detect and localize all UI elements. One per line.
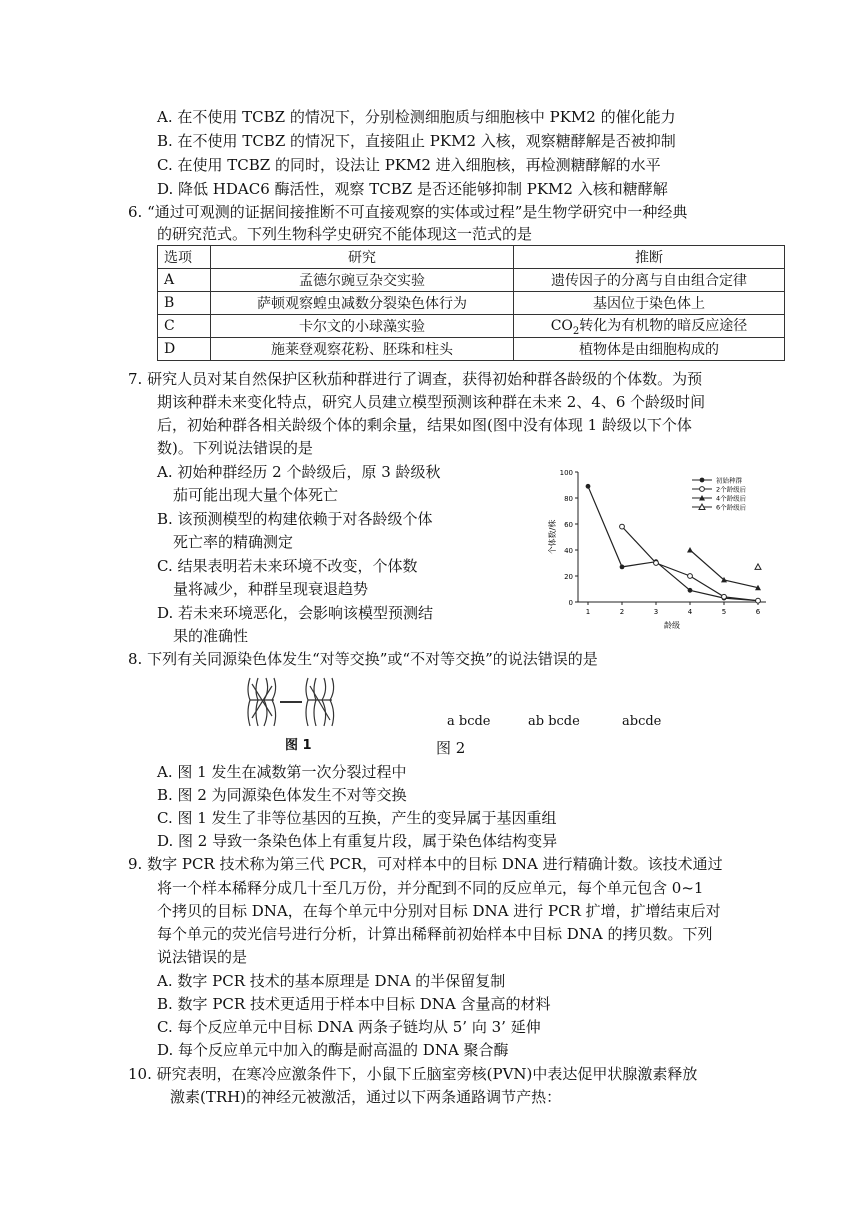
q6-row-d-study: 施莱登观察花粉、胚珠和柱头 <box>211 338 514 361</box>
q10-stem-line1: 10. 研究表明，在寒冷应激条件下，小鼠下丘脑室旁核(PVN)中表达促甲状腺激素释放 <box>128 1065 698 1083</box>
x-tick-label: 1 <box>585 608 591 616</box>
legend-entry: 6个龄级后 <box>716 503 747 512</box>
q6-header-study: 研究 <box>211 246 514 269</box>
y-axis-label: 个体数/株 <box>548 519 557 555</box>
x-tick-label: 2 <box>619 608 625 616</box>
q7-option-a-line2: 茄可能出现大量个体死亡 <box>173 486 339 504</box>
chart-point <box>756 598 761 603</box>
q6-table-header <box>158 246 785 269</box>
q7-option-c-line1: C. 结果表明若未来环境不改变，个体数 <box>157 557 418 575</box>
q8-fig2-label-2: ab bcde <box>528 714 580 729</box>
q6-stem-line2: 的研究范式。下列生物科学史研究不能体现这一范式的是 <box>157 225 533 243</box>
table-row <box>158 292 785 315</box>
q6-row-d-inference: 植物体是由细胞构成的 <box>514 338 785 361</box>
q9-stem-line5: 说法错误的是 <box>157 948 248 966</box>
table-row <box>158 315 785 338</box>
q9-stem-line2: 将一个样本稀释分成几十至几万份，并分配到不同的反应单元，每个单元包含 0~1 <box>157 879 704 897</box>
q6-header-option: 选项 <box>158 246 211 269</box>
q9-option-d: D. 每个反应单元中加入的酶是耐高温的 DNA 聚合酶 <box>157 1041 509 1059</box>
q8-option-a: A. 图 1 发生在减数第一次分裂过程中 <box>157 763 407 781</box>
q9-stem-line1: 9. 数字 PCR 技术称为第三代 PCR，可对样本中的目标 DNA 进行精确计数。该技术通过 <box>128 855 723 873</box>
q8-option-b: B. 图 2 为同源染色体发生不对等交换 <box>157 786 407 804</box>
q7-stem-line4: 数)。下列说法错误的是 <box>157 439 313 457</box>
q6-row-b-study: 萨顿观察蝗虫减数分裂染色体行为 <box>211 292 514 315</box>
chart-point <box>688 574 693 579</box>
y-tick-label: 0 <box>568 599 573 607</box>
y-tick-label: 80 <box>564 495 573 503</box>
x-axis-label: 龄级 <box>664 621 680 630</box>
x-tick-label: 6 <box>755 608 761 616</box>
q6-stem-line1: 6. “通过可观测的证据间接推断不可直接观察的实体或过程”是生物学研究中一种经典 <box>128 203 688 221</box>
q7-stem-line2: 期该种群未来变化特点，研究人员建立模型预测该种群在未来 2、4、6 个龄级时间 <box>157 393 706 411</box>
q6-row-c-rest: 转化为有机物的暗反应途径 <box>579 318 748 335</box>
q7-option-d-line1: D. 若未来环境恶化，会影响该模型预测结 <box>157 604 434 622</box>
chart-point <box>755 564 761 570</box>
q5-option-c: C. 在使用 TCBZ 的同时，设法让 PKM2 进入细胞核，再检测糖酵解的水平 <box>157 156 661 174</box>
y-tick-label: 60 <box>564 521 573 529</box>
q8-fig1-caption: 图 1 <box>285 738 312 753</box>
y-tick-label: 100 <box>559 469 573 477</box>
q5-option-d: D. 降低 HDAC6 酶活性，观察 TCBZ 是否还能够抑制 PKM2 入核和糖酵解 <box>157 180 668 198</box>
legend-entry: 4个龄级后 <box>716 494 747 503</box>
q7-option-a-line1: A. 初始种群经历 2 个龄级后，原 3 龄级秋 <box>157 463 441 481</box>
q7-stem-line1: 7. 研究人员对某自然保护区秋茄种群进行了调查，获得初始种群各龄级的个体数。为预 <box>128 370 703 388</box>
chart-point <box>700 478 705 483</box>
q5-option-a: A. 在不使用 TCBZ 的情况下，分别检测细胞质与细胞核中 PKM2 的催化能力 <box>157 108 676 126</box>
q7-line-chart <box>540 462 780 640</box>
q8-option-d: D. 图 2 导致一条染色体上有重复片段，属于染色体结构变异 <box>157 832 558 850</box>
q8-option-c: C. 图 1 发生了非等位基因的互换，产生的变异属于基因重组 <box>157 809 557 827</box>
q6-header-inference: 推断 <box>514 246 785 269</box>
x-tick-label: 3 <box>653 608 659 616</box>
q6-table <box>157 245 785 361</box>
q6-row-a-option: A <box>158 269 211 292</box>
q5-option-b: B. 在不使用 TCBZ 的情况下，直接阻止 PKM2 入核，观察糖酵解是否被抑制 <box>157 132 676 150</box>
q8-fig2-label-1: a bcde <box>447 714 491 729</box>
x-tick-label: 5 <box>721 608 727 616</box>
q8-fig2-caption: 图 2 <box>436 739 466 757</box>
y-tick-label: 20 <box>564 573 573 581</box>
q9-option-c: C. 每个反应单元中目标 DNA 两条子链均从 5’ 向 3’ 延伸 <box>157 1018 541 1036</box>
chart-point <box>654 561 659 566</box>
q7-option-b-line1: B. 该预测模型的构建依赖于对各龄级个体 <box>157 510 433 528</box>
chart-point <box>687 547 693 553</box>
q6-row-c-option: C <box>158 315 211 338</box>
q9-stem-line4: 每个单元的荧光信号进行分析，计算出稀释前初始样本中目标 DNA 的拷贝数。下列 <box>157 925 713 943</box>
q6-row-c-sub: 2 <box>572 325 580 337</box>
q9-option-b: B. 数字 PCR 技术更适用于样本中目标 DNA 含量高的材料 <box>157 995 551 1013</box>
q9-stem-line3: 个拷贝的目标 DNA，在每个单元中分别对目标 DNA 进行 PCR 扩增，扩增结束后对 <box>157 902 721 920</box>
chart-point <box>700 487 705 492</box>
chart-point <box>688 588 693 593</box>
q6-row-c-inference <box>514 315 785 338</box>
q6-row-a-study: 孟德尔豌豆杂交实验 <box>211 269 514 292</box>
q8-fig2-label-3: abcde <box>622 714 662 729</box>
x-tick-label: 4 <box>687 608 693 616</box>
chart-point <box>586 484 591 489</box>
q6-row-d-option: D <box>158 338 211 361</box>
legend-entry: 2个龄级后 <box>716 485 747 494</box>
q6-row-b-option: B <box>158 292 211 315</box>
q8-figure1-chromosomes <box>244 676 340 728</box>
q10-stem-line2: 激素(TRH)的神经元被激活，通过以下两条通路调节产热： <box>170 1088 562 1106</box>
q8-stem: 8. 下列有关同源染色体发生“对等交换”或“不对等交换”的说法错误的是 <box>128 650 598 668</box>
q7-stem-line3: 后，初始种群各相关龄级个体的剩余量，结果如图(图中没有体现 1 龄级以下个体 <box>157 416 692 434</box>
q6-row-a-inference: 遗传因子的分离与自由组合定律 <box>514 269 785 292</box>
chart-point <box>620 565 625 570</box>
q9-option-a: A. 数字 PCR 技术的基本原理是 DNA 的半保留复制 <box>157 972 506 990</box>
q6-row-c-study: 卡尔文的小球藻实验 <box>211 315 514 338</box>
table-row <box>158 338 785 361</box>
q7-option-c-line2: 量将减少，种群呈现衰退趋势 <box>173 580 369 598</box>
q6-row-c-co: CO <box>550 318 573 335</box>
chart-point <box>722 594 727 599</box>
q7-option-d-line2: 果的准确性 <box>173 627 249 645</box>
q6-row-b-inference: 基因位于染色体上 <box>514 292 785 315</box>
table-row <box>158 269 785 292</box>
q7-option-b-line2: 死亡率的精确测定 <box>173 533 294 551</box>
y-tick-label: 40 <box>564 547 573 555</box>
legend-entry: 初始种群 <box>716 476 742 485</box>
chart-point <box>620 524 625 529</box>
